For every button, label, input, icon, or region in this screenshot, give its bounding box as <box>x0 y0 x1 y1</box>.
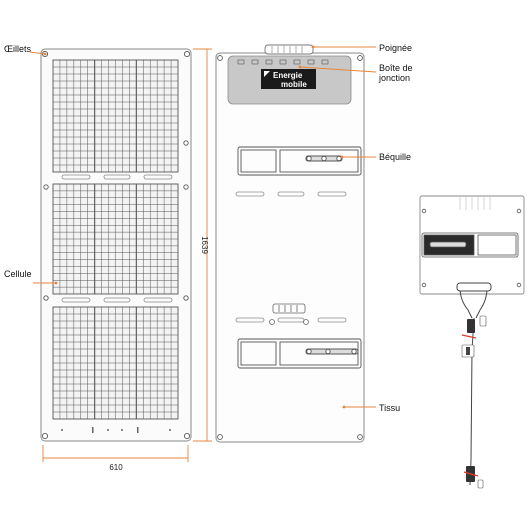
label-junction-box-2: jonction <box>379 73 411 83</box>
width-dimension <box>43 445 188 462</box>
label-eyelets: Œillets <box>4 44 32 54</box>
label-junction-box-1: Boîte de <box>379 63 413 73</box>
front-view <box>41 49 191 441</box>
label-kickstand: Béquille <box>379 152 412 162</box>
cell-modules <box>53 60 178 419</box>
brand-line1: Energie <box>273 71 303 80</box>
mc4-connectors <box>462 316 486 488</box>
cell-module <box>53 60 178 172</box>
brand-line2: mobile <box>281 80 307 89</box>
back-panel-outline <box>216 53 364 442</box>
cell-module <box>53 184 178 294</box>
label-cell: Cellule <box>4 269 32 279</box>
output-cable <box>457 283 491 485</box>
back-view <box>216 45 364 442</box>
width-value: 610 <box>109 463 123 472</box>
label-handle: Poignée <box>379 43 413 53</box>
label-fabric: Tissu <box>379 403 401 413</box>
cell-module <box>53 307 178 419</box>
stand-view <box>420 196 524 488</box>
height-value: 1639 <box>200 236 209 254</box>
